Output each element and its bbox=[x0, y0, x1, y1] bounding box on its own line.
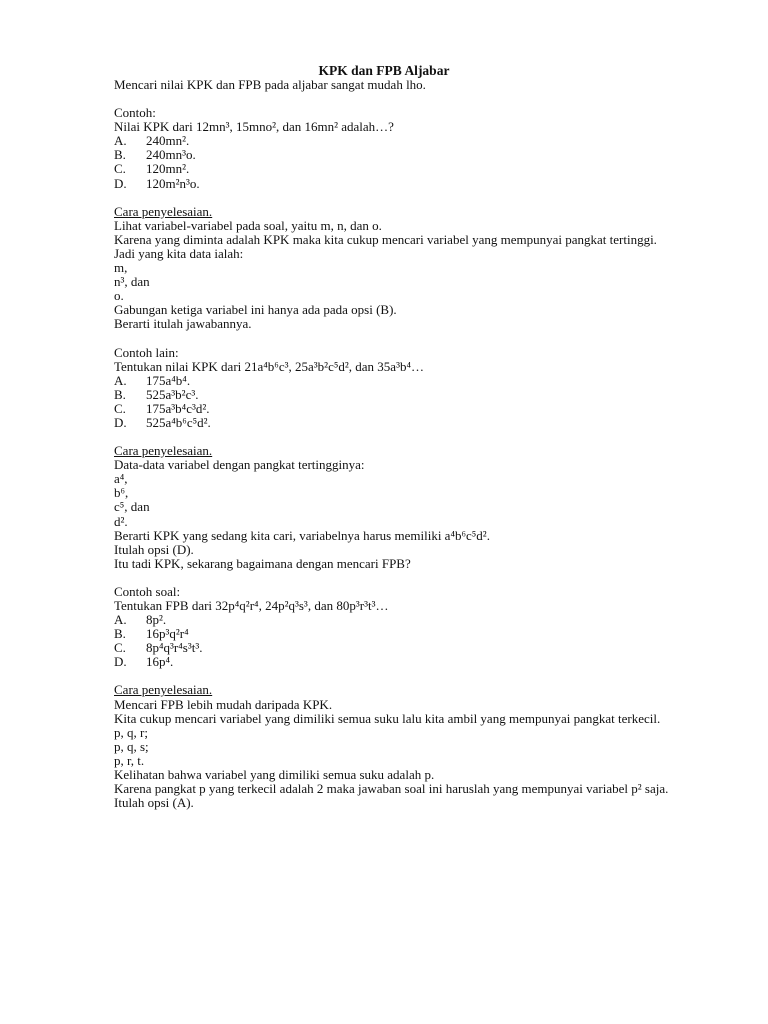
option-text: 525a⁴b⁶c⁵d². bbox=[146, 414, 211, 430]
document-title: KPK dan FPB Aljabar bbox=[318, 63, 450, 78]
option-letter: D. bbox=[114, 175, 127, 191]
intro-text: Mencari nilai KPK dan FPB pada aljabar sangat mudah lho. bbox=[114, 77, 426, 92]
solution-line: d². bbox=[114, 513, 128, 529]
solution-line: Kita cukup mencari variabel yang dimiliki semua suku lalu kita ambil yang mempunyai pangkat terkecil. bbox=[114, 710, 661, 726]
option-letter: C. bbox=[114, 161, 126, 177]
option-d bbox=[114, 655, 724, 669]
option-text: 240mn². bbox=[146, 133, 190, 149]
solution-line: Berarti itulah jawabannya. bbox=[114, 316, 252, 332]
solution-line: Mencari FPB lebih mudah daripada KPK. bbox=[114, 696, 333, 712]
option-letter: B. bbox=[114, 147, 126, 163]
solution-line: m, bbox=[114, 260, 128, 276]
solution-line: o. bbox=[114, 288, 124, 304]
option-text: 16p³q²r⁴ bbox=[146, 626, 189, 642]
option-a bbox=[114, 613, 724, 627]
spacer bbox=[114, 430, 724, 444]
example-label: Contoh lain: bbox=[114, 344, 179, 360]
option-letter: C. bbox=[114, 400, 126, 416]
solution-line: Itu tadi KPK, sekarang bagaimana dengan mencari FPB? bbox=[114, 555, 411, 571]
option-text: 8p⁴q³r⁴s³t³. bbox=[146, 640, 203, 656]
option-b bbox=[114, 627, 724, 641]
solution-line: p, q, s; bbox=[114, 738, 149, 754]
option-letter: D. bbox=[114, 414, 127, 430]
solution-line: Data-data variabel dengan pangkat tertingginya: bbox=[114, 457, 365, 473]
question-text: Nilai KPK dari 12mn³, 15mno², dan 16mn² adalah…? bbox=[114, 119, 394, 135]
solution-heading: Cara penyelesaian. bbox=[114, 443, 213, 459]
solution-line: p, r, t. bbox=[114, 752, 145, 768]
option-c bbox=[114, 162, 724, 176]
option-text: 175a⁴b⁴. bbox=[146, 372, 191, 388]
solution-line: Karena yang diminta adalah KPK maka kita cukup mencari variabel yang mempunyai pangkat tertinggi. bbox=[114, 231, 657, 247]
option-text: 8p². bbox=[146, 612, 167, 628]
option-a bbox=[114, 374, 724, 388]
example-label: Contoh soal: bbox=[114, 583, 181, 599]
solution-line: Gabungan ketiga variabel ini hanya ada pada opsi (B). bbox=[114, 302, 397, 318]
solution-line: Jadi yang kita data ialah: bbox=[114, 245, 244, 261]
option-text: 16p⁴. bbox=[146, 654, 174, 670]
option-text: 240mn³o. bbox=[146, 147, 196, 163]
option-letter: B. bbox=[114, 626, 126, 642]
option-a bbox=[114, 134, 724, 148]
solution-heading: Cara penyelesaian. bbox=[114, 203, 213, 219]
spacer bbox=[114, 571, 724, 585]
question-text: Tentukan FPB dari 32p⁴q²r⁴, 24p²q³s³, dan 80p³r³t³… bbox=[114, 598, 389, 613]
solution-line: Berarti KPK yang sedang kita cari, variabelnya harus memiliki a⁴b⁶c⁵d². bbox=[114, 527, 490, 543]
option-text: 120mn². bbox=[146, 161, 190, 177]
spacer bbox=[114, 669, 724, 683]
option-letter: A. bbox=[114, 133, 127, 149]
solution-line: b⁶, bbox=[114, 485, 129, 501]
option-letter: B. bbox=[114, 386, 126, 402]
spacer bbox=[114, 92, 724, 106]
solution-heading: Cara penyelesaian. bbox=[114, 682, 213, 698]
solution-line: n³, dan bbox=[114, 274, 150, 290]
option-c bbox=[114, 641, 724, 655]
question-text: Tentukan nilai KPK dari 21a⁴b⁶c³, 25a³b²c⁵d², dan 35a³b⁴… bbox=[114, 358, 424, 374]
option-letter: C. bbox=[114, 640, 126, 656]
solution-line: a⁴, bbox=[114, 471, 128, 487]
solution-line: Itulah opsi (A). bbox=[114, 795, 194, 811]
solution-line: c⁵, dan bbox=[114, 499, 150, 515]
option-letter: D. bbox=[114, 654, 127, 670]
example-label: Contoh: bbox=[114, 105, 156, 121]
option-text: 120m²n³o. bbox=[146, 175, 200, 191]
option-c bbox=[114, 402, 724, 416]
document-body bbox=[114, 78, 724, 810]
spacer bbox=[114, 332, 724, 346]
spacer bbox=[114, 191, 724, 205]
option-letter: A. bbox=[114, 372, 127, 388]
option-b bbox=[114, 388, 724, 402]
option-text: 175a³b⁴c³d². bbox=[146, 400, 210, 416]
option-d bbox=[114, 177, 724, 191]
option-text: 525a³b²c³. bbox=[146, 386, 199, 402]
solution-line: Kelihatan bahwa variabel yang dimiliki semua suku adalah p. bbox=[114, 767, 435, 783]
solution-line: Lihat variabel-variabel pada soal, yaitu m, n, dan o. bbox=[114, 217, 382, 233]
option-b bbox=[114, 148, 724, 162]
option-d bbox=[114, 416, 724, 430]
solution-line: Karena pangkat p yang terkecil adalah 2 maka jawaban soal ini haruslah yang mempunyai variabel p² saja. bbox=[114, 781, 669, 797]
option-letter: A. bbox=[114, 612, 127, 628]
solution-line: p, q, r; bbox=[114, 724, 148, 740]
solution-line: Itulah opsi (D). bbox=[114, 541, 194, 557]
